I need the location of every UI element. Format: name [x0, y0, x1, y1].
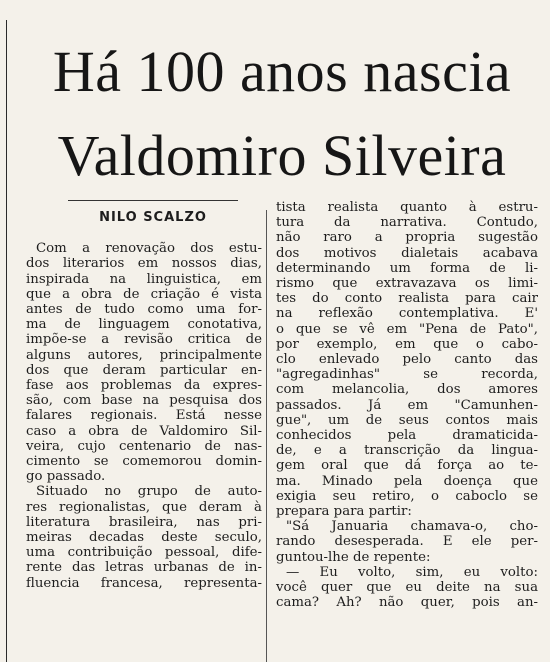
right-column-line: cama? Ah? não quer, pois an- — [276, 595, 538, 611]
right-column-line: você quer que eu deite na sua — [276, 580, 538, 596]
left-column-line: antes de tudo como uma for- — [26, 302, 262, 318]
left-column-line: impõe-se a revisão critica de — [26, 332, 262, 348]
left-column-line: que a obra de criação é vista — [26, 286, 262, 302]
right-column-line: dos motivos dialetais acabava — [276, 245, 538, 261]
left-column-line: fluencia francesa, representa- — [26, 575, 262, 591]
right-column-line: exigia seu retiro, o caboclo se — [276, 488, 538, 504]
right-column-line: gem oral que dá força ao te- — [276, 458, 538, 474]
byline: NILO SCALZO — [68, 200, 238, 227]
left-column-line: caso a obra de Valdomiro Sil- — [26, 423, 262, 439]
left-column-text — [26, 241, 262, 591]
right-column-line: gue", um de seus contos mais — [276, 412, 538, 428]
right-column-line: "Sá Januaria chamava-o, cho- — [286, 519, 538, 535]
right-column-line: conhecidos pela dramaticida- — [276, 428, 538, 444]
left-column-line: fase aos problemas da expres- — [26, 378, 262, 394]
left-column-line: alguns autores, principalmente — [26, 347, 262, 363]
right-column-line: clo enlevado pelo canto das — [276, 352, 538, 368]
right-column-line: por exemplo, em que o cabo- — [276, 336, 538, 352]
left-column-line: ma de linguagem conotativa, — [26, 317, 262, 333]
right-column-line: de, e a transcrição da lingua- — [276, 443, 538, 459]
right-column-line: na reflexão contemplativa. E' — [276, 306, 538, 322]
right-column-line: rismo que extravazava os limi- — [276, 276, 538, 292]
right-column-line: o que se vê em "Pena de Pato", — [276, 321, 538, 337]
left-column-line: res regionalistas, que deram à — [26, 499, 262, 515]
right-column-line: determinando um forma de li- — [276, 260, 538, 276]
right-column-line: "agregadinhas" se recorda, — [276, 367, 538, 383]
left-column-line: go passado. — [26, 469, 106, 485]
left-column-line: veira, cujo centenario de nas- — [26, 438, 262, 454]
right-column-line: tista realista quanto à estru- — [276, 200, 538, 215]
left-column-line: são, com base na pesquisa dos — [26, 393, 262, 409]
left-column-line: uma contribuição pessoal, dife- — [26, 545, 262, 561]
headline-line-1: Há 100 anos nascia — [52, 39, 512, 104]
right-column-line: prepara para partir: — [276, 504, 412, 520]
right-column-line: não raro a propria sugestão — [276, 230, 538, 246]
left-column-line: Com a renovação dos estu- — [36, 241, 262, 257]
headline-line-2: Valdomiro Silveira — [57, 123, 507, 188]
right-column-line: — Eu volto, sim, eu volto: — [286, 564, 538, 580]
right-column-line: com melancolia, dos amores — [276, 382, 538, 398]
left-column-line: dos literarios em nossos dias, — [26, 256, 262, 272]
right-column-line: tura da narrativa. Contudo, — [276, 215, 538, 231]
left-column-line: literatura brasileira, nas pri- — [26, 514, 262, 530]
column-divider — [266, 210, 267, 662]
right-column-line: ma. Minado pela doença que — [276, 473, 538, 489]
right-column-line: rando desesperada. E ele per- — [276, 534, 538, 550]
left-column-line: meiras decadas deste seculo, — [26, 530, 262, 546]
left-column-line: cimento se comemorou domin- — [26, 454, 262, 470]
left-column-line: inspirada na linguistica, em — [26, 271, 262, 287]
article-column-left — [26, 200, 262, 591]
right-column-line: guntou-lhe de repente: — [276, 549, 431, 565]
left-column-line: Situado no grupo de auto- — [36, 484, 262, 500]
left-column-line: falares regionais. Está nesse — [26, 408, 262, 424]
left-column-line: dos que deram particular en- — [26, 362, 262, 378]
right-column-line: tes do conto realista para cair — [276, 291, 538, 307]
right-column-text — [276, 200, 538, 610]
article-column-right — [276, 200, 538, 610]
column-rule-left — [6, 20, 7, 662]
left-column-line: rente das letras urbanas de in- — [26, 560, 262, 576]
right-column-line: passados. Já em "Camunhen- — [276, 397, 538, 413]
